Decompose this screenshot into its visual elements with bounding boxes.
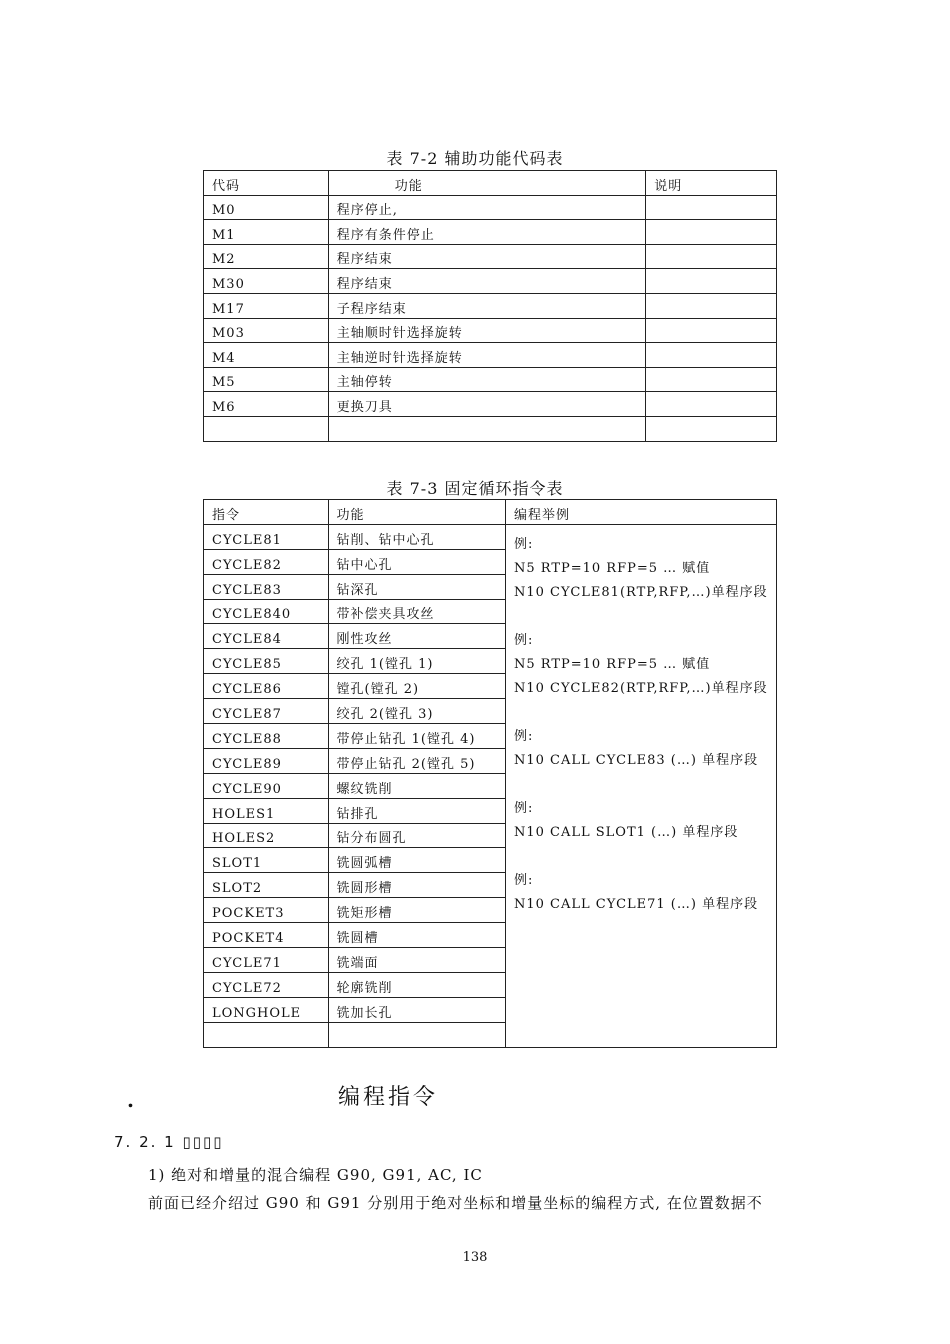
instruction-cell: POCKET4 <box>204 923 329 948</box>
code-cell: M30 <box>204 269 329 294</box>
example-line: 例: <box>513 536 534 552</box>
function-cell: 铣圆槽 <box>328 923 505 948</box>
note-cell <box>646 293 777 318</box>
function-cell: 绞孔 1(镗孔 1) <box>328 649 505 674</box>
table-row <box>204 367 777 392</box>
table-header-row <box>204 500 777 525</box>
note-cell <box>646 269 777 294</box>
table-row <box>204 220 777 245</box>
instruction-cell: HOLES1 <box>204 798 329 823</box>
function-cell: 刚性攻丝 <box>328 624 505 649</box>
example-line: 例: <box>513 800 534 816</box>
paragraph-item-1: 1) 绝对和增量的混合编程 G90, G91, AC, IC <box>148 1166 483 1184</box>
instruction-cell: CYCLE82 <box>204 549 329 574</box>
example-line: 例: <box>513 728 534 744</box>
table-row <box>204 318 777 343</box>
instruction-cell: CYCLE87 <box>204 699 329 724</box>
instruction-cell: CYCLE83 <box>204 574 329 599</box>
fixed-cycle-instruction-table <box>203 499 777 1048</box>
header-function: 功能 <box>328 171 645 196</box>
header-function: 功能 <box>328 500 505 525</box>
function-cell: 带停止钻孔 2(镗孔 5) <box>328 748 505 773</box>
function-cell: 轮廓铣削 <box>328 972 505 997</box>
paragraph-body: 前面已经介绍过 G90 和 G91 分别用于绝对坐标和增量坐标的编程方式, 在位置数据不 <box>148 1194 763 1212</box>
code-cell <box>204 416 329 441</box>
example-line: N10 CYCLE82(RTP,RFP,…)单程序段 <box>513 680 768 696</box>
function-cell: 铣圆弧槽 <box>328 848 505 873</box>
page-number: 138 <box>462 1250 488 1265</box>
instruction-cell: CYCLE840 <box>204 599 329 624</box>
note-cell <box>646 244 777 269</box>
table-7-2-caption: 表 7-2 辅助功能代码表 <box>386 149 564 168</box>
table-header-row <box>204 171 777 196</box>
example-block <box>514 725 768 773</box>
function-cell: 钻分布圆孔 <box>328 823 505 848</box>
instruction-cell: POCKET3 <box>204 898 329 923</box>
section-title: 编程指令 <box>338 1085 439 1110</box>
function-cell: 更换刀具 <box>328 392 645 417</box>
function-cell <box>328 416 645 441</box>
code-cell: M4 <box>204 343 329 368</box>
function-cell: 程序停止, <box>328 195 645 220</box>
function-cell: 带补偿夹具攻丝 <box>328 599 505 624</box>
table-row <box>204 244 777 269</box>
code-cell: M6 <box>204 392 329 417</box>
function-cell: 钻中心孔 <box>328 549 505 574</box>
instruction-cell <box>204 1022 329 1047</box>
table-row <box>204 195 777 220</box>
header-instruction: 指令 <box>204 500 329 525</box>
instruction-cell: CYCLE90 <box>204 773 329 798</box>
subsection-heading: 7. 2. 1 ▯▯▯▯ <box>114 1133 224 1151</box>
code-cell: M1 <box>204 220 329 245</box>
function-cell: 子程序结束 <box>328 293 645 318</box>
example-line: N10 CYCLE81(RTP,RFP,…)单程序段 <box>513 584 768 600</box>
header-code: 代码 <box>204 171 329 196</box>
instruction-cell: CYCLE86 <box>204 674 329 699</box>
code-cell: M17 <box>204 293 329 318</box>
instruction-cell: CYCLE84 <box>204 624 329 649</box>
function-cell <box>328 1022 505 1047</box>
table-row <box>204 392 777 417</box>
example-line: N10 CALL CYCLE71 (…) 单程序段 <box>513 896 759 912</box>
table-row <box>204 269 777 294</box>
function-cell: 铣矩形槽 <box>328 898 505 923</box>
function-cell: 带停止钻孔 1(镗孔 4) <box>328 724 505 749</box>
function-cell: 绞孔 2(镗孔 3) <box>328 699 505 724</box>
instruction-cell: LONGHOLE <box>204 997 329 1022</box>
table-row <box>204 343 777 368</box>
section-bullet: . <box>127 1088 134 1112</box>
note-cell <box>646 343 777 368</box>
function-cell: 铣加长孔 <box>328 997 505 1022</box>
instruction-cell: CYCLE85 <box>204 649 329 674</box>
function-cell: 镗孔(镗孔 2) <box>328 674 505 699</box>
function-cell: 铣圆形槽 <box>328 873 505 898</box>
table-row <box>204 416 777 441</box>
function-cell: 主轴停转 <box>328 367 645 392</box>
note-cell <box>646 318 777 343</box>
example-block <box>514 533 768 605</box>
function-cell: 钻排孔 <box>328 798 505 823</box>
instruction-cell: SLOT1 <box>204 848 329 873</box>
example-line: N5 RTP=10 RFP=5 … 赋值 <box>513 656 711 672</box>
example-line: N10 CALL SLOT1 (…) 单程序段 <box>513 824 739 840</box>
function-cell: 钻深孔 <box>328 574 505 599</box>
programming-example-cell <box>505 524 776 1047</box>
function-cell: 程序有条件停止 <box>328 220 645 245</box>
table-7-3-caption: 表 7-3 固定循环指令表 <box>386 479 564 498</box>
instruction-cell: SLOT2 <box>204 873 329 898</box>
function-cell: 螺纹铣削 <box>328 773 505 798</box>
function-cell: 主轴顺时针选择旋转 <box>328 318 645 343</box>
table-row <box>204 293 777 318</box>
example-line: N10 CALL CYCLE83 (…) 单程序段 <box>513 752 759 768</box>
instruction-cell: CYCLE88 <box>204 724 329 749</box>
instruction-cell: CYCLE89 <box>204 748 329 773</box>
code-cell: M5 <box>204 367 329 392</box>
example-block <box>514 629 768 701</box>
example-block <box>514 869 768 917</box>
note-cell <box>646 195 777 220</box>
example-block <box>514 797 768 845</box>
example-line: 例: <box>513 632 534 648</box>
instruction-cell: CYCLE71 <box>204 948 329 973</box>
header-note: 说明 <box>646 171 777 196</box>
note-cell <box>646 367 777 392</box>
auxiliary-function-code-table <box>203 170 777 442</box>
function-cell: 主轴逆时针选择旋转 <box>328 343 645 368</box>
note-cell <box>646 416 777 441</box>
header-example: 编程举例 <box>505 500 776 525</box>
example-line: N5 RTP=10 RFP=5 … 赋值 <box>513 560 711 576</box>
instruction-cell: CYCLE81 <box>204 524 329 549</box>
code-cell: M0 <box>204 195 329 220</box>
function-cell: 铣端面 <box>328 948 505 973</box>
instruction-cell: HOLES2 <box>204 823 329 848</box>
note-cell <box>646 392 777 417</box>
function-cell: 钻削、钻中心孔 <box>328 524 505 549</box>
example-line: 例: <box>513 872 534 888</box>
function-cell: 程序结束 <box>328 269 645 294</box>
table-row <box>204 524 777 549</box>
function-cell: 程序结束 <box>328 244 645 269</box>
instruction-cell: CYCLE72 <box>204 972 329 997</box>
code-cell: M03 <box>204 318 329 343</box>
code-cell: M2 <box>204 244 329 269</box>
note-cell <box>646 220 777 245</box>
